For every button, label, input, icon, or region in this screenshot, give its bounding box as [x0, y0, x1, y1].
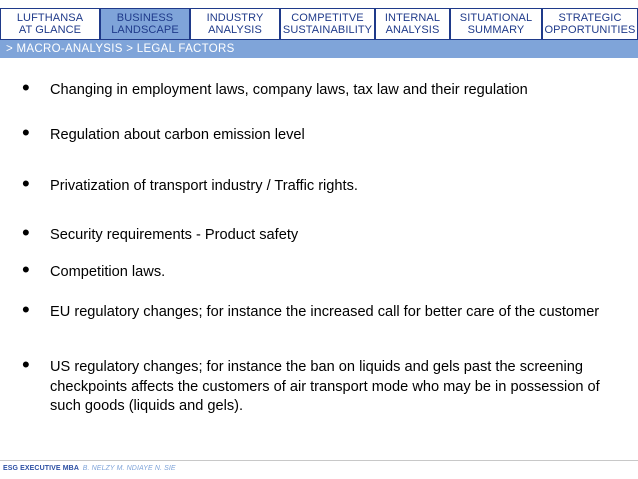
bullet-icon: • — [22, 220, 30, 245]
tab-label: COMPETITVE SUSTAINABILITY — [282, 12, 373, 36]
tab-label: STRATEGIC OPPORTUNITIES — [544, 12, 636, 36]
list-item-text: Competition laws. — [50, 264, 166, 280]
list-item-text: Security requirements - Product safety — [50, 227, 299, 243]
tab-business-landscape[interactable] — [100, 8, 190, 40]
list-item-text: EU regulatory changes; for instance the increased call for better care of the customer — [50, 304, 600, 320]
tab-lufthansa-at-glance[interactable] — [0, 8, 100, 40]
bullet-icon: • — [22, 75, 30, 100]
tab-label: SITUATIONAL SUMMARY — [459, 12, 533, 36]
breadcrumb: > MACRO-ANALYSIS > LEGAL FACTORS — [0, 40, 638, 58]
list-item-text: Privatization of transport industry / Traffic rights. — [50, 178, 358, 194]
tab-internal-analysis[interactable] — [375, 8, 450, 40]
bullet-icon: • — [22, 297, 30, 322]
tab-strategic-opportunities[interactable] — [542, 8, 638, 40]
bullet-icon: • — [22, 120, 30, 145]
tab-label: INTERNAL ANALYSIS — [384, 12, 441, 36]
list-item-text: US regulatory changes; for instance the ban on liquids and gels past the screening checkpoints affects the customers of air transport mode who may be in possession of such goods (liquids and gels). — [50, 359, 600, 414]
bullet-icon: • — [22, 352, 30, 377]
tab-label: INDUSTRY ANALYSIS — [206, 12, 264, 36]
footer-divider — [0, 460, 638, 461]
tab-label: LUFTHANSA AT GLANCE — [16, 12, 84, 36]
bullet-icon: • — [22, 257, 30, 282]
tab-industry-analysis[interactable] — [190, 8, 280, 40]
top-navigation — [0, 0, 638, 40]
footer — [3, 464, 176, 474]
footer-authors: B. NELZY M. NDIAYE N. SIE — [82, 465, 176, 472]
tab-label: BUSINESS LANDSCAPE — [111, 12, 179, 36]
footer-org: ESG EXECUTIVE MBA — [3, 465, 79, 472]
bullet-icon: • — [22, 171, 30, 196]
tab-competitive-sustainability[interactable] — [280, 8, 375, 40]
list-item-text: Regulation about carbon emission level — [50, 127, 305, 143]
list-item-text: Changing in employment laws, company laws, tax law and their regulation — [50, 82, 528, 98]
tab-situational-summary[interactable] — [450, 8, 542, 40]
